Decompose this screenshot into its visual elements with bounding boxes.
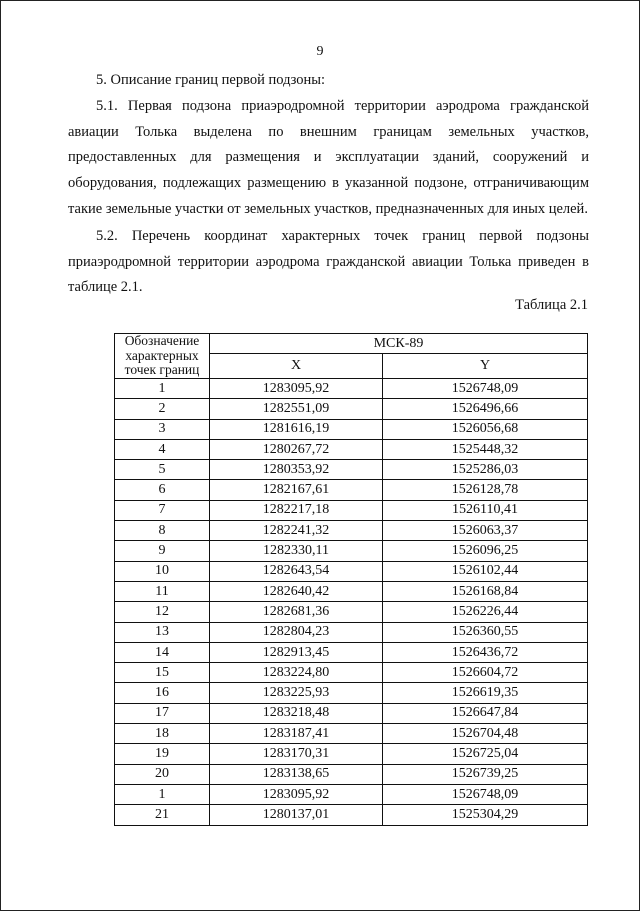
x-coordinate-cell: 1283225,93 — [210, 683, 383, 703]
x-coordinate-cell: 1281616,19 — [210, 419, 383, 439]
y-coordinate-cell: 1526619,35 — [383, 683, 588, 703]
x-coordinate-cell: 1280137,01 — [210, 805, 383, 825]
paragraph-coordinates-intro: 5.2. Перечень координат характерных точек границ первой подзоны приаэродромной территории аэродрома гражданской авиации Толька приведен в таблице 2.1. — [68, 228, 589, 296]
y-coordinate-cell: 1526604,72 — [383, 663, 588, 683]
x-coordinate-cell: 1282330,11 — [210, 541, 383, 561]
section-heading: 5. Описание границ первой подзоны: — [96, 72, 326, 88]
table-caption: Таблица 2.1 — [515, 297, 588, 313]
point-cell: 6 — [115, 480, 210, 500]
point-cell: 13 — [115, 622, 210, 642]
y-coordinate-cell: 1525286,03 — [383, 460, 588, 480]
y-coordinate-cell: 1526096,25 — [383, 541, 588, 561]
y-coordinate-cell: 1526063,37 — [383, 521, 588, 541]
point-cell: 5 — [115, 460, 210, 480]
table-row — [115, 784, 588, 804]
y-coordinate-cell: 1526436,72 — [383, 642, 588, 662]
x-column-header: X — [210, 354, 383, 379]
point-cell: 21 — [115, 805, 210, 825]
x-coordinate-cell: 1283187,41 — [210, 724, 383, 744]
point-cell: 9 — [115, 541, 210, 561]
table-row — [115, 622, 588, 642]
table-row — [115, 480, 588, 500]
x-coordinate-cell: 1283138,65 — [210, 764, 383, 784]
table-row — [115, 764, 588, 784]
coordinate-system-header: МСК-89 — [210, 334, 588, 354]
y-coordinate-cell: 1525304,29 — [383, 805, 588, 825]
paragraph-subzone-description: 5.1. Первая подзона приаэродромной территории аэродрома гражданской авиации Толька выделена по внешним границам земельных участков, предоставленных для размещения и эксплуатации зданий, сооружений и оборудования, подлежащих размещению в указанной подзоне, отграничивающим такие земельные участки от земельных участков, предназначенных для иных целей. — [68, 98, 589, 217]
y-coordinate-cell: 1526360,55 — [383, 622, 588, 642]
table-row — [115, 805, 588, 825]
point-cell: 16 — [115, 683, 210, 703]
y-coordinate-cell: 1526056,68 — [383, 419, 588, 439]
x-coordinate-cell: 1282217,18 — [210, 500, 383, 520]
y-coordinate-cell: 1526739,25 — [383, 764, 588, 784]
y-coordinate-cell: 1526168,84 — [383, 581, 588, 601]
x-coordinate-cell: 1282640,42 — [210, 581, 383, 601]
table-row — [115, 541, 588, 561]
point-cell: 2 — [115, 399, 210, 419]
table-row — [115, 439, 588, 459]
y-coordinate-cell: 1526110,41 — [383, 500, 588, 520]
point-cell: 12 — [115, 602, 210, 622]
x-coordinate-cell: 1282551,09 — [210, 399, 383, 419]
coordinates-table-body — [115, 379, 588, 826]
table-row — [115, 724, 588, 744]
point-cell: 11 — [115, 581, 210, 601]
coordinates-table — [114, 333, 588, 826]
y-coordinate-cell: 1526226,44 — [383, 602, 588, 622]
point-cell: 14 — [115, 642, 210, 662]
point-cell: 15 — [115, 663, 210, 683]
table-row — [115, 521, 588, 541]
x-coordinate-cell: 1282643,54 — [210, 561, 383, 581]
point-cell: 1 — [115, 784, 210, 804]
x-coordinate-cell: 1280267,72 — [210, 439, 383, 459]
point-cell: 4 — [115, 439, 210, 459]
y-coordinate-cell: 1526647,84 — [383, 703, 588, 723]
x-coordinate-cell: 1283095,92 — [210, 784, 383, 804]
point-cell: 8 — [115, 521, 210, 541]
table-row — [115, 683, 588, 703]
y-coordinate-cell: 1526128,78 — [383, 480, 588, 500]
table-row — [115, 379, 588, 399]
x-coordinate-cell: 1283218,48 — [210, 703, 383, 723]
y-coordinate-cell: 1526496,66 — [383, 399, 588, 419]
point-cell: 17 — [115, 703, 210, 723]
y-column-header: Y — [383, 354, 588, 379]
y-coordinate-cell: 1526704,48 — [383, 724, 588, 744]
point-cell: 1 — [115, 379, 210, 399]
x-coordinate-cell: 1283224,80 — [210, 663, 383, 683]
y-coordinate-cell: 1526725,04 — [383, 744, 588, 764]
table-row — [115, 460, 588, 480]
x-coordinate-cell: 1283170,31 — [210, 744, 383, 764]
table-row — [115, 581, 588, 601]
point-cell: 7 — [115, 500, 210, 520]
table-row — [115, 602, 588, 622]
table-row — [115, 663, 588, 683]
point-cell: 19 — [115, 744, 210, 764]
table-row — [115, 703, 588, 723]
x-coordinate-cell: 1282241,32 — [210, 521, 383, 541]
table-row — [115, 642, 588, 662]
point-cell: 18 — [115, 724, 210, 744]
x-coordinate-cell: 1283095,92 — [210, 379, 383, 399]
y-coordinate-cell: 1526748,09 — [383, 784, 588, 804]
y-coordinate-cell: 1525448,32 — [383, 439, 588, 459]
point-column-header: Обозначение характерных точек границ — [115, 334, 210, 379]
table-row — [115, 500, 588, 520]
point-cell: 20 — [115, 764, 210, 784]
x-coordinate-cell: 1282913,45 — [210, 642, 383, 662]
y-coordinate-cell: 1526102,44 — [383, 561, 588, 581]
table-row — [115, 419, 588, 439]
x-coordinate-cell: 1282681,36 — [210, 602, 383, 622]
table-row — [115, 561, 588, 581]
table-row — [115, 744, 588, 764]
x-coordinate-cell: 1280353,92 — [210, 460, 383, 480]
x-coordinate-cell: 1282804,23 — [210, 622, 383, 642]
x-coordinate-cell: 1282167,61 — [210, 480, 383, 500]
table-row — [115, 399, 588, 419]
point-cell: 10 — [115, 561, 210, 581]
page-number: 9 — [316, 44, 324, 59]
y-coordinate-cell: 1526748,09 — [383, 379, 588, 399]
point-cell: 3 — [115, 419, 210, 439]
